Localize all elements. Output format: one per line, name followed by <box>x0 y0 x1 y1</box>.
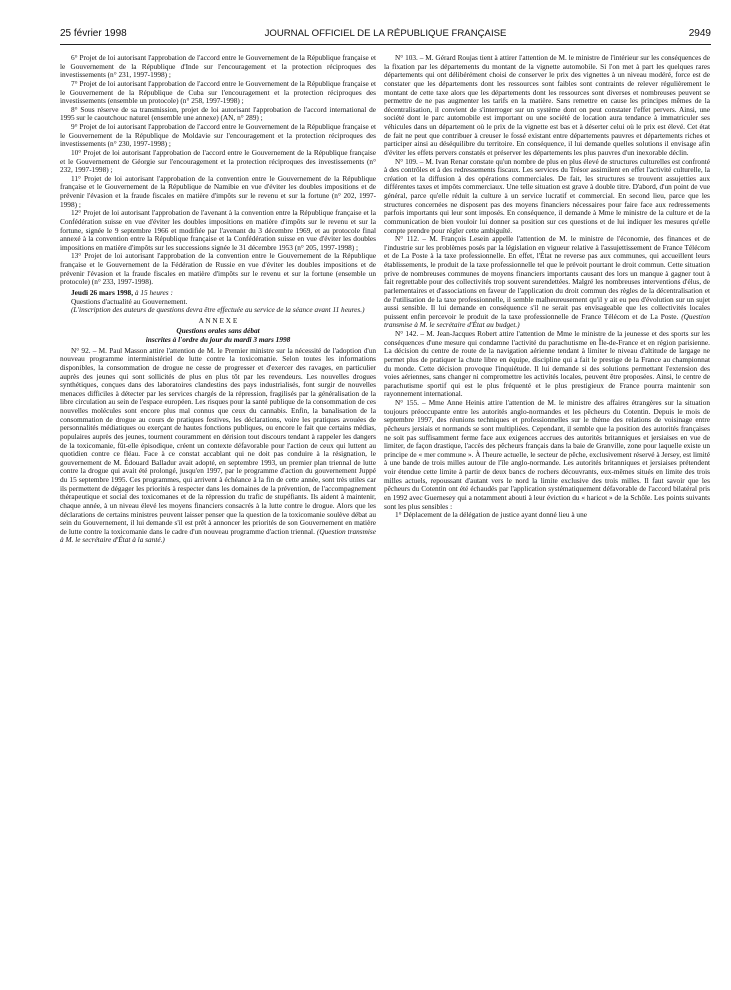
questions-heading-line2: inscrites à l'ordre du jour du mardi 3 mars 1998 <box>145 335 291 344</box>
question-142: N° 142. – M. Jean-Jacques Robert attire l'attention de Mme le ministre de la jeunesse et des sports sur les conséquences d'une mesure qui condamne l'activité du parachutisme en Île-de-France et en région parisienne. La décision du centre de route de la navigation aérienne tendant à limiter le niveau d'altitude de largage ne permet plus de pratiquer la chute libre en équipe, discipline qui a fait le prestige de la France au championnat du monde. Cette décision provoque l'inquiétude. Il lui demande si des solutions permettant l'extension des voies aériennes, sans changer ni compromettre les activités locales, peuvent être proposées. Ainsi, le centre de parachutisme sportif qui est le plus fréquenté et le plus prestigieux de France pourra maintenir son rayonnement international. <box>384 329 710 399</box>
journal-title: JOURNAL OFFICIEL DE LA RÉPUBLIQUE FRANÇAISE <box>264 28 507 39</box>
bill-item-8: 8° Sous réserve de sa transmission, projet de loi autorisant l'approbation de l'accord international de 1995 sur le caoutchouc naturel (ensemble une annexe) (AN, n° 289) ; <box>60 104 376 123</box>
right-column <box>384 54 710 974</box>
question-155: N° 155. – Mme Anne Heinis attire l'attention de M. le ministre des affaires étrangères sur la situation toujours préoccupante entre les autorités anglo-normandes et les pêcheurs du Cotentin. Depuis le mois de septembre 1997, des réunions techniques et professionnelles sur le thème des relations de voisinage entre pêcheurs jersiais et normands se sont multipliées. Cependant, il semble que la position des autorités françaises ne soit pas suffisamment ferme face aux exigences accrues des autorités britanniques et jersiaises en vue de limiter, de façon drastique, l'accès des pêcheurs français dans la baie de Granville, zone pour laquelle existe un principe de « mer commune ». À l'heure actuelle, le secteur de pêche, exclusivement réservé à Jersey, est limité à une bande de trois milles autour de l'île anglo-normande. Les autorités britanniques et jersiaises prétendent voir étendue cette limite à partir de deux bancs de rochers découvrants, eux-mêmes situés en limite des trois milles actuels, repoussant d'autant vers le nord la limite exclusive des trois milles. Il faut savoir que les pêcheurs du Cotentin ont été échaudés par l'application systématiquement défavorable de l'accord bilatéral pris en 1992 avec Guernesey qui a notamment abouti à leur éviction du « haricot » de la Schôle. Les points suivants sont les plus sensibles : <box>384 398 710 511</box>
questions-heading-line1: Questions orales sans débat <box>176 326 260 336</box>
question-103: N° 103. – M. Gérard Roujas tient à attirer l'attention de M. le ministre de l'intérieur sur les conséquences de la fixation par les départements du montant de la vignette automobile. Si l'on met à part les quelques rares départements qui ont délibérément choisi de conserver le prix des vignettes à un niveau modéré, force est de constater que les départements dont les ressources sont faibles sont contraints de relever régulièrement le montant de cette taxe alors que les départements dont les ressources sont diverses et nombreuses peuvent se permettre de ne pas augmenter les tarifs en la matière. Sans remettre en cause les principes mêmes de la décentralisation, il convient de s'interroger sur un système dont on peut constater l'effet pervers. Ainsi, une société dont le parc automobile est important ou une société de location aura tendance à immatriculer ses véhicules dans un département où le prix de la vignette est bas et à déserter celui où le prix est élevé. Cet état de fait ne peut que contribuer à creuser le fossé existant entre départements pauvres et départements riches et participer ainsi au déséquilibre du territoire. En conséquence, il lui demande quelles solutions il envisage afin d'éviter les effets pervers constatés et préserver les départements les plus pauvres d'un inexorable déclin. <box>384 54 710 157</box>
annexe-title: A N N E X E <box>198 315 238 325</box>
questions-actualite: Questions d'actualité au Gouvernement. <box>71 296 188 306</box>
inscription-note: (L'inscription des auteurs de questions devra être effectuée au service de la séance avant 11 heures.) <box>71 305 365 315</box>
question-112 <box>384 235 710 330</box>
session-time: à 15 heures : <box>134 287 173 297</box>
question-92 <box>60 347 376 545</box>
page-header <box>60 27 711 41</box>
session-date: Jeudi 26 mars 1998, <box>71 287 134 297</box>
questions-subheading <box>60 336 376 345</box>
bill-item-7: 7° Projet de loi autorisant l'approbation de l'accord entre le Gouvernement de la République française et le Gouvernement de la République de Cuba sur l'encouragement et la protection réciproques des investissements (ensemble un protocole) (n° 258, 1997-1998) ; <box>60 78 376 106</box>
question-112-text: N° 112. – M. François Lesein appelle l'attention de M. le ministre de l'économie, des finances et de l'industrie sur les problèmes posés par la législation en vigueur relative à l'assujettissement de France Télécom et de La Poste à la taxe professionnelle. En effet, l'État ne reverse pas aux communes, qui accueillent leurs établissements, le produit de la taxe professionnelle tel que le prévoit pourtant le droit commun. Cette situation prive de nombreuses communes de moyens financiers importants causant des lors un manque à gagner tout à fait regrettable pour des collectivités trop souvent surendettées. Malgré les nombreuses interventions d'élus, de parlementaires et d'associations en faveur de l'application du droit commun des règles de la décentralisation et de l'utilisation de la taxe professionnelle, il semble malheureusement qu'il y ait eu peu d'évolution sur un sujet aussi sensible. Il lui demande en conséquence s'il ne serait pas envisageable que les collectivités locales puissent enfin percevoir le produit de la taxe professionnelle de France Télécom et de La Poste. <box>384 234 710 321</box>
left-column <box>60 54 376 934</box>
question-109: N° 109. – M. Ivan Renar constate qu'un nombre de plus en plus élevé de structures culturelles est confronté à des contrôles et à des redressements fiscaux. Les services du Trésor assimilent en effet l'activité culturelle, la création et la diffusion à des opérations commerciales. De fait, les structures se trouvent assujetties aux différentes taxes et impôts commerciaux. Une telle situation est grave à double titre. D'abord, d'un point de vue général, parce qu'elle réduit la culture à un service lucratif et commercial. En second lieu, parce que les structures concernées ne disposent pas des moyens financiers nécessaires pour faire face aux redressements parfois importants qui leur sont imposés. En conséquence, il demande à Mme le ministre de la culture et de la communication de bien vouloir lui donner sa position sur ces questions et de lui indiquer les mesures qu'elle compte prendre pour régler cette ambiguïté. <box>384 156 710 235</box>
bill-item-10: 10° Projet de loi autorisant l'approbation de l'accord entre le Gouvernement de la République française et le Gouvernement de Géorgie sur l'encouragement et la protection réciproques des investissements (n° 232, 1997-1998) ; <box>60 147 376 175</box>
question-112-note: (Question transmise à M. le secrétaire d'État au budget.) <box>384 311 710 330</box>
bill-item-11: 11° Projet de loi autorisant l'approbation de la convention entre le Gouvernement de la République française et le Gouvernement de la République de Namibie en vue d'éviter les doubles impositions et de prévenir l'évasion et la fraude fiscales en matière d'impôts sur le revenu et sur la fortune (n° 202, 1997-1998) ; <box>60 173 376 209</box>
question-92-text: N° 92. – M. Paul Masson attire l'attention de M. le Premier ministre sur la nécessité de l'adoption d'un nouveau programme interministériel de lutte contre la toxicomanie. Selon toutes les informations disponibles, la consommation de drogue ne cesse de progresser et d'exercer des ravages, en particulier auprès des jeunes qui sont sollicités de plus en plus tôt par les revendeurs. Les nouvelles drogues synthétiques, conçues dans des laboratoires clandestins des pays industrialisés, font surgir de nouvelles menaces difficiles à détecter par les services chargés de la répression, fragilisés par la généralisation de la libre circulation au sein de l'espace européen. Les risques pour la santé publique de la consommation de ces nouvelles molécules sont encore plus mal connus que ceux du cannabis. Enfin, la banalisation de la consommation de drogue au cours de pratiques festives, les déclarations, voire les pratiques avouées de personnalités médiatiques ou exerçant de hautes fonctions publiques, ou encore le fait que certains médias, populaires auprès des jeunes, tournent couramment en dérision tout discours tendant à rappeler les dangers de la toxicomanie, fût-elle épisodique, créent un contexte défavorable pour l'action de ceux qui luttent au quotidien contre ce fléau. Face à ce constat accablant qui ne doit pas conduire à la résignation, le gouvernement de M. Édouard Balladur avait adopté, en septembre 1993, un premier plan triennal de lutte contre la drogue qui avait été prolongé, jusqu'en 1997, par le programme d'action du gouvernement Juppé du 15 septembre 1995. Ces programmes, qui arrivent à échéance à la fin de cette année, sont très utiles car ils permettent de dégager les priorités à respecter dans les domaines de la prévention, de l'accompagnement thérapeutique et social des toxicomanes et de la répression du trafic de stupéfiants. Ils aident à maintenir, chaque année, à un niveau élevé les moyens financiers consacrés à la lutte contre le drogue. Alors que les déclarations de certains ministres peuvent laisser penser que la question de la toxicomanie soulève débat au sein du Gouvernement, il lui demande s'il est prêt à annoncer les priorités de son Gouvernement en matière de lutte contre la toxicomanie dans le cadre d'un nouveau programme d'action triennal. <box>60 345 376 536</box>
bill-item-12: 12° Projet de loi autorisant l'approbation de l'avenant à la convention entre la République française et la Confédération suisse en vue d'éviter les doubles impositions en matière d'impôts sur le revenu et sur la fortune, signée le 9 septembre 1966 et modifiée par l'avenant du 3 décembre 1969, et au protocole final annexé à la convention entre la République française et la Confédération suisse en vue d'éviter les doubles impositions en matière d'impôts sur les successions signée le 31 décembre 1953 (n° 205, 1997-1998) ; <box>60 208 376 252</box>
page-number: 2949 <box>688 28 711 39</box>
header-rule <box>60 44 711 45</box>
bill-item-9: 9° Projet de loi autorisant l'approbation de l'accord entre le Gouvernement de la République française et le Gouvernement de la République de Moldavie sur l'encouragement et la protection réciproques des investissements (n° 230, 1997-1998) ; <box>60 122 376 149</box>
bill-item-6: 6° Projet de loi autorisant l'approbation de l'accord entre le Gouvernement de la République française et le Gouvernement de la République d'Inde sur l'encouragement et la protection réciproques des investissements (n° 231, 1997-1998) ; <box>60 54 376 80</box>
bill-item-13: 13° Projet de loi autorisant l'approbation de la convention entre le Gouvernement de la République française et le Gouvernement de la Fédération de Russie en vue d'éviter les doubles impositions et de prévenir l'évasion et la fraude fiscales en matière d'impôts sur le revenu et sur la fortune (ensemble un protocole) (n° 233, 1997-1998). <box>60 251 376 287</box>
question-155-point-1: 1° Déplacement de la délégation de justice ayant donné lieu à une <box>395 510 587 520</box>
question-92-note: (Question transmise à M. le secrétaire d'État à la santé.) <box>60 526 376 545</box>
header-date: 25 février 1998 <box>60 28 127 39</box>
